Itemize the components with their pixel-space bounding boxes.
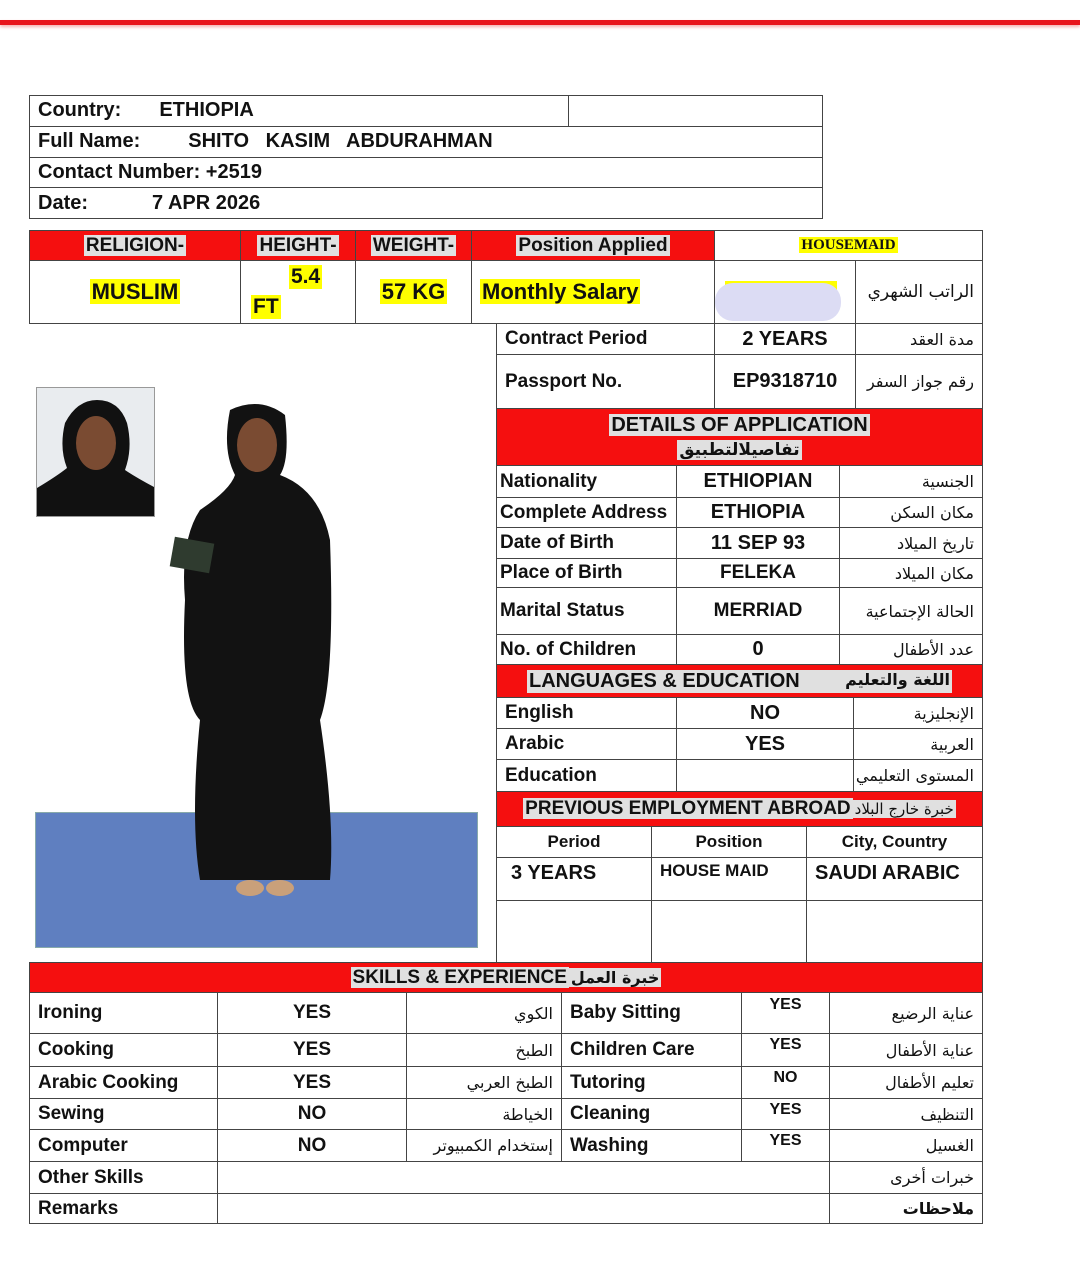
remarks-value <box>218 1194 830 1224</box>
table-row <box>30 993 983 1034</box>
details-table <box>496 465 983 665</box>
date-row <box>30 188 823 219</box>
contract-period-value: 2 YEARS <box>715 324 856 355</box>
city-country-header: City, Country <box>807 827 983 858</box>
marital-status-label: Marital Status <box>497 588 677 635</box>
skill-value: YES <box>218 993 407 1034</box>
date-value: 7 APR 2026 <box>152 191 261 214</box>
skill-label-ar: إستخدام الكمبيوتر <box>407 1130 562 1162</box>
position-applied-value: HOUSEMAID <box>801 237 896 253</box>
skill-value: NO <box>218 1099 407 1130</box>
nationality-label: Nationality <box>497 466 677 498</box>
contact-row <box>30 157 823 188</box>
table-row <box>497 635 983 665</box>
weight-label: WEIGHT- <box>372 234 455 256</box>
passport-label-ar: رقم جواز السفر <box>856 355 983 409</box>
skill-label-ar: الطبخ العربي <box>407 1067 562 1099</box>
country-row <box>30 96 823 127</box>
skill-label-ar: الكوي <box>407 993 562 1034</box>
full-name-value: SHITO KASIM ABDURAHMAN <box>188 130 493 153</box>
skill-label: Ironing <box>30 993 218 1034</box>
skill-value: NO <box>218 1130 407 1162</box>
children-value: 0 <box>677 635 840 665</box>
skill-label-ar: تعليم الأطفال <box>830 1067 983 1099</box>
skill-label-ar: الغسيل <box>830 1130 983 1162</box>
english-value: NO <box>677 698 854 729</box>
position-header: Position <box>652 827 807 858</box>
education-label-ar: المستوى التعليمي <box>854 760 983 792</box>
arabic-value: YES <box>677 729 854 760</box>
education-label: Education <box>497 760 677 792</box>
table-row <box>497 528 983 559</box>
table-row <box>497 698 983 729</box>
skills-title-ar: خبرة العمل <box>570 967 660 987</box>
skill-label: Cooking <box>30 1034 218 1067</box>
english-label-ar: الإنجليزية <box>854 698 983 729</box>
children-label-ar: عدد الأطفال <box>840 635 983 665</box>
skill-label-ar: التنظيف <box>830 1099 983 1130</box>
education-value <box>677 760 854 792</box>
skill-label: Baby Sitting <box>562 993 742 1034</box>
arabic-label-ar: العربية <box>854 729 983 760</box>
remarks-label-ar: ملاحظات <box>830 1194 983 1224</box>
employment-title-ar: خبرة خارج البلاد <box>854 800 954 818</box>
table-row <box>30 1099 983 1130</box>
skill-label-ar: الخياطة <box>407 1099 562 1130</box>
english-label: English <box>497 698 677 729</box>
contact-value: +2519 <box>205 160 262 183</box>
passport-value: EP9318710 <box>715 355 856 409</box>
employment-period: 3 YEARS <box>497 858 652 901</box>
nationality-label-ar: الجنسية <box>840 466 983 498</box>
employment-city: SAUDI ARABIC <box>807 858 983 901</box>
full-body-photo <box>160 400 360 910</box>
header-red-line <box>0 20 1080 25</box>
skill-value: YES <box>218 1067 407 1099</box>
table-row <box>497 858 983 901</box>
skills-table <box>29 962 983 1224</box>
religion-label: RELIGION- <box>85 234 185 256</box>
height-value: 5.4 <box>291 265 321 288</box>
date-label: Date: <box>38 191 89 214</box>
contract-period-label: Contract Period <box>497 324 715 355</box>
marital-status-label-ar: الحالة الإجتماعية <box>840 588 983 635</box>
remarks-row <box>30 1194 983 1224</box>
skill-value: YES <box>742 1034 830 1067</box>
table-row <box>497 498 983 528</box>
period-header: Period <box>497 827 652 858</box>
employment-title: PREVIOUS EMPLOYMENT ABROAD <box>525 798 851 819</box>
position-applied-label: Position Applied <box>518 234 668 256</box>
details-title: DETAILS OF APPLICATION <box>611 413 868 436</box>
address-label: Complete Address <box>497 498 677 528</box>
table-row <box>497 729 983 760</box>
monthly-salary-label: Monthly Salary <box>482 279 639 304</box>
skill-value: YES <box>742 993 830 1034</box>
summary-table <box>29 230 983 324</box>
weight-value: 57 KG <box>381 279 446 304</box>
skill-value: NO <box>742 1067 830 1099</box>
table-row <box>30 1067 983 1099</box>
languages-title: LANGUAGES & EDUCATION <box>529 669 800 692</box>
languages-title-ar: اللغة والتعليم <box>845 669 950 689</box>
address-label-ar: مكان السكن <box>840 498 983 528</box>
salary-value-redacted <box>715 261 856 324</box>
skill-value: YES <box>742 1130 830 1162</box>
other-skills-row <box>30 1162 983 1194</box>
country-value: ETHIOPIA <box>159 99 254 122</box>
personal-info-table <box>29 95 823 219</box>
dob-label: Date of Birth <box>497 528 677 559</box>
skill-label-ar: الطبخ <box>407 1034 562 1067</box>
nationality-value: ETHIOPIAN <box>677 466 840 498</box>
height-label: HEIGHT- <box>259 234 337 256</box>
employment-table <box>496 791 983 963</box>
portrait-image <box>37 388 155 517</box>
address-value: ETHIOPIA <box>677 498 840 528</box>
monthly-salary-label-ar: الراتب الشهري <box>856 261 983 324</box>
dob-label-ar: تاريخ الميلاد <box>840 528 983 559</box>
passport-row <box>497 355 983 409</box>
table-row <box>497 559 983 588</box>
skill-label: Children Care <box>562 1034 742 1067</box>
height-unit: FT <box>253 295 279 318</box>
remarks-label: Remarks <box>30 1194 218 1224</box>
table-row <box>497 760 983 792</box>
table-row <box>30 1034 983 1067</box>
skill-label: Cleaning <box>562 1099 742 1130</box>
skill-label: Tutoring <box>562 1067 742 1099</box>
dob-value: 11 SEP 93 <box>677 528 840 559</box>
other-skills-value <box>218 1162 830 1194</box>
marital-status-value: MERRIAD <box>677 588 840 635</box>
contract-period-row <box>497 324 983 355</box>
country-label: Country: <box>38 99 122 122</box>
skill-value: YES <box>742 1099 830 1130</box>
skill-label-ar: عناية الأطفال <box>830 1034 983 1067</box>
contact-label: Contact Number: <box>38 160 201 183</box>
other-skills-label: Other Skills <box>30 1162 218 1194</box>
skill-label: Arabic Cooking <box>30 1067 218 1099</box>
children-label: No. of Children <box>497 635 677 665</box>
pob-value: FELEKA <box>677 559 840 588</box>
table-row <box>497 466 983 498</box>
skill-label: Washing <box>562 1130 742 1162</box>
skill-label-ar: عناية الرضيع <box>830 993 983 1034</box>
other-skills-label-ar: خبرات أخرى <box>830 1162 983 1194</box>
details-title-ar: تفاصيلالتطبيق <box>679 439 800 460</box>
passport-photo <box>36 387 155 517</box>
table-row <box>30 1130 983 1162</box>
full-name-label: Full Name: <box>38 130 141 153</box>
application-details <box>496 323 983 465</box>
pob-label-ar: مكان الميلاد <box>840 559 983 588</box>
skills-title: SKILLS & EXPERIENCE <box>352 966 567 988</box>
religion-value: MUSLIM <box>91 279 179 304</box>
skill-label: Computer <box>30 1130 218 1162</box>
skill-label: Sewing <box>30 1099 218 1130</box>
full-name-row <box>30 126 823 157</box>
arabic-label: Arabic <box>497 729 677 760</box>
passport-label: Passport No. <box>497 355 715 409</box>
skill-value: YES <box>218 1034 407 1067</box>
languages-table <box>496 664 983 792</box>
table-row <box>497 588 983 635</box>
table-row-empty <box>497 901 983 963</box>
pob-label: Place of Birth <box>497 559 677 588</box>
employment-position: HOUSE MAID <box>652 858 807 901</box>
contract-period-label-ar: مدة العقد <box>856 324 983 355</box>
